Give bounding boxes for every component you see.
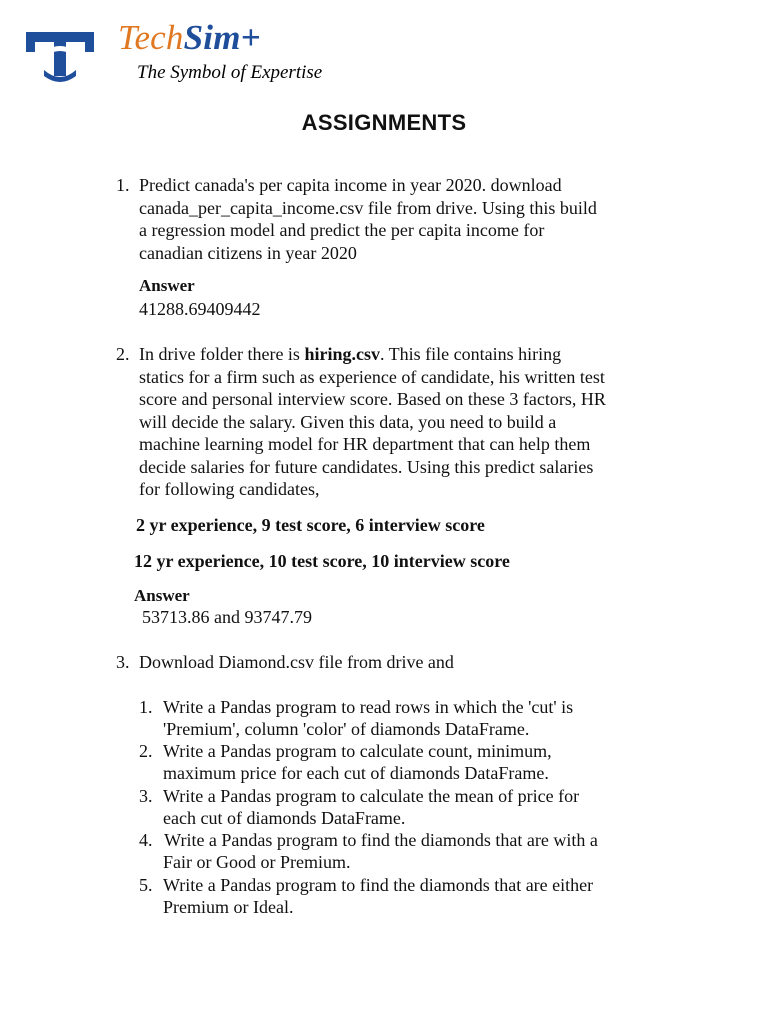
- q1-number: 1.: [116, 175, 130, 195]
- q2-answer-label: Answer: [134, 586, 190, 605]
- q2-line-1-pre: In drive folder there is: [139, 344, 305, 364]
- q3-item-3-line-1: Write a Pandas program to calculate the mean of price for: [163, 786, 580, 806]
- q3-number: 3.: [116, 652, 130, 672]
- q2-line-7: for following candidates,: [139, 479, 320, 499]
- hiring-csv-filename: hiring.csv: [304, 344, 380, 364]
- brand-sim: Sim+: [183, 18, 261, 57]
- q3-item-3-number: 3.: [139, 786, 153, 806]
- q3-item-2-number: 2.: [139, 741, 153, 761]
- q2-line-1: [139, 343, 561, 366]
- q3-item-4-line-2: Fair or Good or Premium.: [163, 852, 351, 872]
- q3-item-4-line-1: Write a Pandas program to find the diamonds that are with a: [160, 830, 598, 850]
- brand-name: [118, 20, 261, 55]
- q1-line-2: canada_per_capita_income.csv file from drive. Using this build: [139, 197, 597, 218]
- q2-line-5: machine learning model for HR department that can help them: [139, 434, 591, 454]
- q1-line-1: Predict canada's per capita income in year 2020. download: [139, 175, 562, 195]
- q2-number: 2.: [116, 344, 130, 364]
- q2-line-2: statics for a firm such as experience of candidate, his written test: [139, 366, 605, 387]
- q3-item-3-line-2: each cut of diamonds DataFrame.: [163, 808, 406, 828]
- q3-item-1-line-2: 'Premium', column 'color' of diamonds DataFrame.: [163, 719, 530, 739]
- q3-item-5-line-1: Write a Pandas program to find the diamonds that are either: [163, 875, 594, 895]
- page-title: ASSIGNMENTS: [301, 110, 467, 135]
- q3-item-2-line-2: maximum price for each cut of diamonds DataFrame.: [163, 763, 549, 783]
- q2-line-1-post: . This file contains hiring: [379, 344, 562, 364]
- brand-tagline: The Symbol of Expertise: [137, 62, 323, 83]
- q3-item-1-line-1: Write a Pandas program to read rows in which the 'cut' is: [163, 697, 574, 717]
- q1-line-4: canadian citizens in year 2020: [139, 242, 357, 263]
- q1-answer-value: 41288.69409442: [139, 299, 261, 319]
- q3-item-5-line-2: Premium or Ideal.: [163, 897, 294, 917]
- q2-candidate-1: 2 yr experience, 9 test score, 6 interview score: [136, 515, 485, 535]
- q1-answer-label: Answer: [139, 276, 195, 295]
- q3-item-5-number: 5.: [139, 875, 153, 895]
- techsim-logo-icon: [24, 30, 96, 82]
- brand-tech: Tech: [118, 18, 184, 57]
- q1-line-3: a regression model and predict the per capita income for: [139, 220, 545, 240]
- q2-answer-value: 53713.86 and 93747.79: [142, 607, 312, 627]
- q3-intro: Download Diamond.csv file from drive and: [139, 652, 454, 672]
- q3-item-4-number: 4.: [139, 830, 153, 850]
- q2-line-3: score and personal interview score. Based on these 3 factors, HR: [139, 389, 606, 409]
- q3-item-2-line-1: Write a Pandas program to calculate count, minimum,: [163, 741, 552, 761]
- q3-item-1-number: 1.: [139, 697, 153, 717]
- q2-line-6: decide salaries for future candidates. Using this predict salaries: [139, 456, 594, 477]
- q2-candidate-2: 12 yr experience, 10 test score, 10 interview score: [134, 551, 510, 571]
- q2-line-4: will decide the salary. Given this data, you need to build a: [139, 411, 557, 432]
